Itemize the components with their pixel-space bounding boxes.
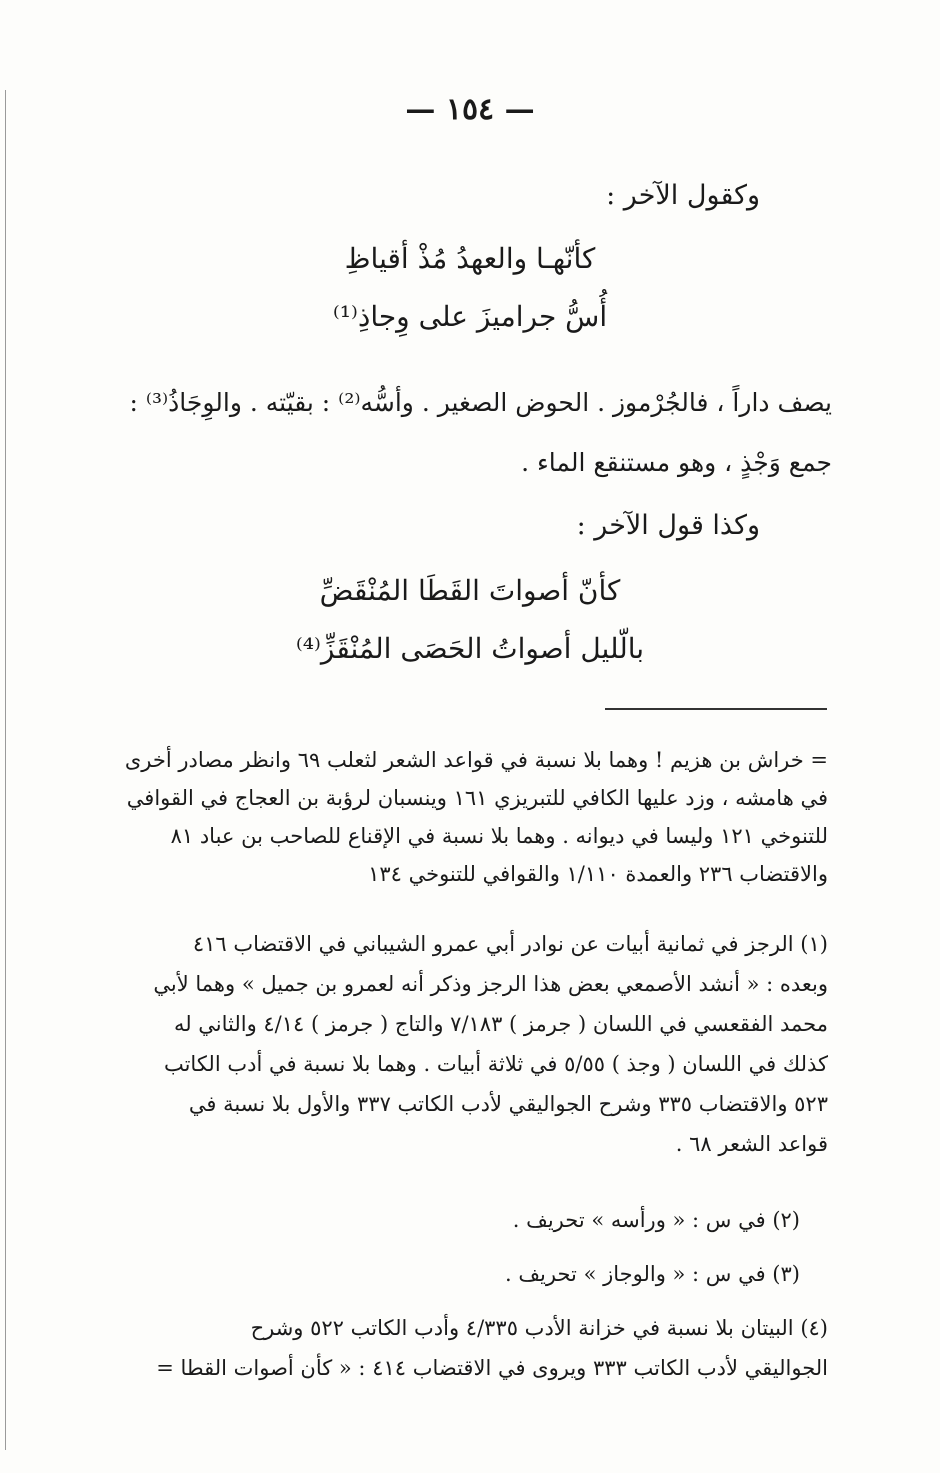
page-number: — ١٥٤ —	[405, 92, 535, 127]
footnote-continued-line: = خراش بن هزيم ! وهما بلا نسبة في قواعد الشعر لثعلب ٦٩ وانظر مصادر أخرى	[124, 748, 828, 772]
page-edge-line	[5, 90, 6, 1450]
footnote-1-line: وبعده : « أنشد الأصمعي بعض هذا الرجز وذكر أنه لعمرو بن جميل » وهما لأبي	[153, 972, 828, 996]
footnote-4-line: الجواليقي لأدب الكاتب ٣٣٣ ويروى في الاقتضاب ٤١٤ : « كأن أصوات القطا =	[156, 1356, 828, 1380]
footnote-1-line: قواعد الشعر ٦٨ .	[675, 1132, 828, 1156]
footnote-2: (٢) في س : « ورأسه » تحريف .	[512, 1208, 800, 1232]
section1-intro: وكقول الآخر :	[606, 180, 760, 211]
section2-intro: وكذا قول الآخر :	[576, 510, 760, 541]
footnote-3: (٣) في س : « والوجاز » تحريف .	[504, 1262, 800, 1286]
verse-text: كأنّ أصواتَ القَطَا المُنْقَضِّ	[319, 574, 621, 607]
explanation-line-1: يصف داراً ، فالجُرْموز . الحوض الصغير . وأسُّه⁽²⁾ : بقيّته . والوِجَاذُ⁽³⁾ :	[129, 388, 832, 417]
section2-verse-2	[0, 632, 940, 665]
footnote-1-line: محمد الفقعسي في اللسان ( جرمز ) ٧/١٨٣ والتاج ( جرمز ) ٤/١٤ والثاني له	[173, 1012, 828, 1036]
verse-text: أُسُّ جراميزَ على وِجاذِ⁽¹⁾	[332, 300, 608, 333]
section1-verse-2	[0, 300, 940, 333]
explanation-line-2: جمع وَجْذٍ ، وهو مستنقع الماء .	[521, 448, 832, 477]
footnote-1-line: كذلك في اللسان ( وجذ ) ٥/٥٥ في ثلاثة أبيات . وهما بلا نسبة في أدب الكاتب	[163, 1052, 828, 1076]
footnote-continued-line: في هامشه ، وزد عليها الكافي للتبريزي ١٦١ وينسبان لرؤبة بن العجاج في القوافي	[126, 786, 828, 810]
footnote-1-line: (١) الرجز في ثمانية أبيات عن نوادر أبي عمرو الشيباني في الاقتضاب ٤١٦	[192, 932, 828, 956]
verse-text: كأنّهـا والعهدُ مُذْ أقياظِ	[344, 242, 596, 275]
footnote-separator	[605, 708, 827, 710]
section2-verse-1	[0, 574, 940, 607]
verse-text: بالّليل أصواتُ الحَصَى المُنْقَزِّ⁽⁴⁾	[295, 632, 645, 665]
footnote-continued-line: والاقتضاب ٢٣٦ والعمدة ١/١١٠ والقوافي للتنوخي ١٣٤	[368, 862, 828, 886]
footnote-continued-line: للتنوخي ١٢١ وليسا في ديوانه . وهما بلا نسبة في الإقناع للصاحب بن عباد ٨١	[170, 824, 828, 848]
footnote-4-line: (٤) البيتان بلا نسبة في خزانة الأدب ٤/٣٣٥ وأدب الكاتب ٥٢٢ وشرح	[250, 1316, 828, 1340]
section1-verse-1	[0, 242, 940, 275]
footnote-1-line: ٥٢٣ والاقتضاب ٣٣٥ وشرح الجواليقي لأدب الكاتب ٣٣٧ والأول بلا نسبة في	[188, 1092, 828, 1116]
